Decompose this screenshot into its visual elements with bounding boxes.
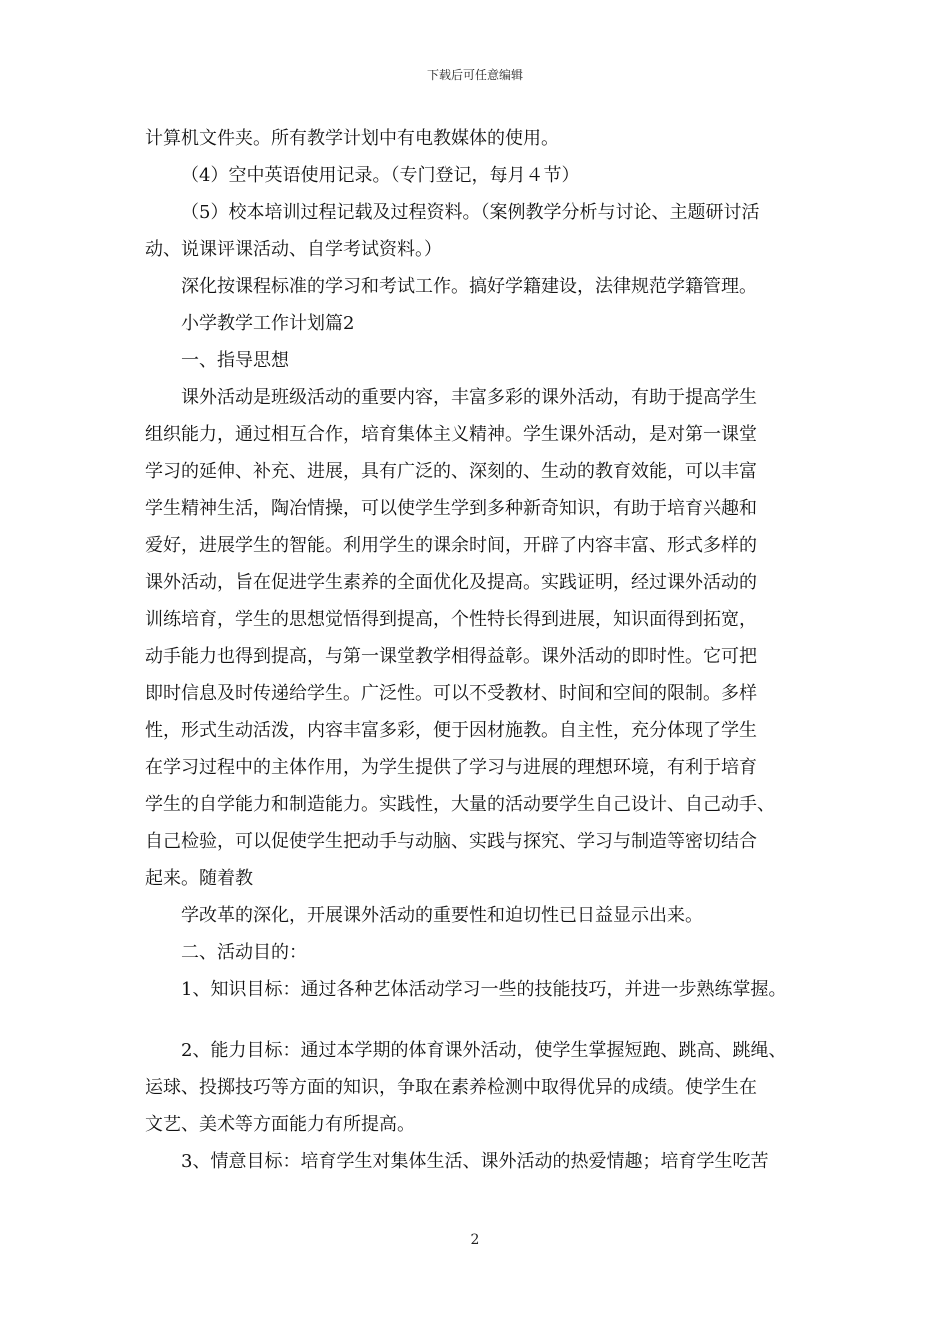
text-line: 性，形式生动活泼，内容丰富多彩，便于因材施教。自主性，充分体现了学生 bbox=[145, 720, 757, 741]
text-line: 课外活动，旨在促进学生素养的全面优化及提高。实践证明，经过课外活动的 bbox=[145, 572, 757, 593]
text-line: 即时信息及时传递给学生。广泛性。可以不受教材、时间和空间的限制。多样 bbox=[145, 683, 757, 704]
text-line: 深化按课程标准的学习和考试工作。搞好学籍建设，法律规范学籍管理。 bbox=[181, 276, 757, 297]
text-line: 1、知识目标：通过各种艺体活动学习一些的技能技巧，并进一步熟练掌握。 bbox=[181, 979, 787, 1000]
text-line: 运球、投掷技巧等方面的知识，争取在素养检测中取得优异的成绩。使学生在 bbox=[145, 1077, 757, 1098]
text-line: 学生精神生活，陶冶情操，可以使学生学到多种新奇知识，有助于培育兴趣和 bbox=[145, 498, 757, 519]
text-line: 课外活动是班级活动的重要内容，丰富多彩的课外活动，有助于提高学生 bbox=[181, 387, 757, 408]
section-heading: 一、指导思想 bbox=[181, 350, 289, 371]
section-title: 小学教学工作计划篇2 bbox=[181, 313, 355, 334]
text-line: （5）校本培训过程记载及过程资料。（案例教学分析与讨论、主题研讨活 bbox=[181, 202, 760, 223]
text-line: 训练培育，学生的思想觉悟得到提高，个性特长得到进展，知识面得到拓宽， bbox=[145, 609, 757, 630]
text-line: 文艺、美术等方面能力有所提高。 bbox=[145, 1114, 415, 1135]
text-line: 动手能力也得到提高，与第一课堂教学相得益彰。课外活动的即时性。它可把 bbox=[145, 646, 757, 667]
document-body bbox=[145, 120, 825, 1180]
text-line: 爱好，进展学生的智能。利用学生的课余时间，开辟了内容丰富、形式多样的 bbox=[145, 535, 757, 556]
text-line: 学习的延伸、补充、进展，具有广泛的、深刻的、生动的教育效能，可以丰富 bbox=[145, 461, 757, 482]
text-line: 计算机文件夹。所有教学计划中有电教媒体的使用。 bbox=[145, 128, 559, 149]
page-number: 2 bbox=[470, 1232, 480, 1248]
page-header: 下载后可任意编辑 bbox=[426, 68, 523, 82]
text-line: 2、能力目标：通过本学期的体育课外活动，使学生掌握短跑、跳高、跳绳、 bbox=[181, 1040, 787, 1061]
text-line: 起来。随着教 bbox=[145, 868, 253, 889]
text-line: 在学习过程中的主体作用，为学生提供了学习与进展的理想环境，有利于培育 bbox=[145, 757, 757, 778]
text-line: 自己检验，可以促使学生把动手与动脑、实践与探究、学习与制造等密切结合 bbox=[145, 831, 757, 852]
blank-gap bbox=[145, 1008, 825, 1032]
section-heading: 二、活动目的： bbox=[181, 942, 307, 963]
text-line: 动、说课评课活动、自学考试资料。） bbox=[145, 239, 442, 260]
text-line: 学改革的深化，开展课外活动的重要性和迫切性已日益显示出来。 bbox=[181, 905, 703, 926]
text-line: 组织能力，通过相互合作，培育集体主义精神。学生课外活动，是对第一课堂 bbox=[145, 424, 757, 445]
text-line: 3、情意目标：培育学生对集体生活、课外活动的热爱情趣；培育学生吃苦 bbox=[181, 1151, 769, 1172]
text-line: （4）空中英语使用记录。（专门登记，每月４节） bbox=[181, 165, 580, 186]
text-line: 学生的自学能力和制造能力。实践性，大量的活动要学生自己设计、自己动手、 bbox=[145, 794, 775, 815]
